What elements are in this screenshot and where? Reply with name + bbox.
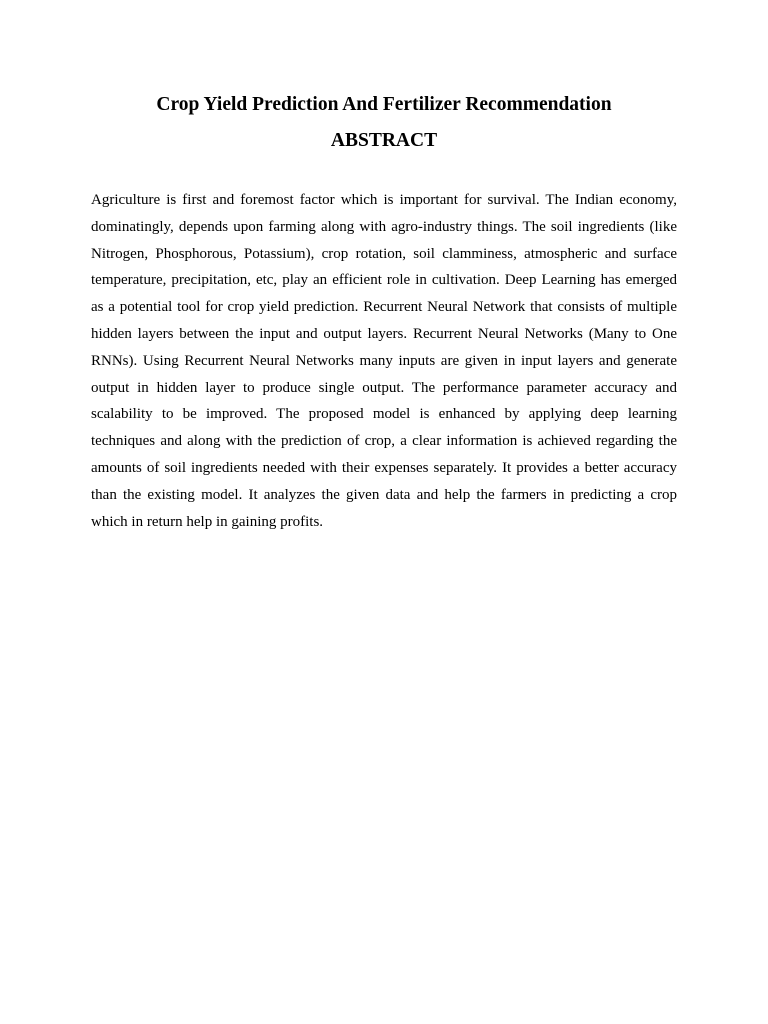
abstract-paragraph: Agriculture is first and foremost factor which is important for survival. The Indian economy, dominatingly, depends upon farming along with agro-industry things. The soil ingredients (like Nitrogen, Phosphorous, Potassium), crop rotation, soil clamminess, atmospheric and surface temperature, precipitation, etc, play an efficient role in cultivation. Deep Learning has emerged as a potential tool for crop yield prediction. Recurrent Neural Network that consists of multiple hidden layers between the input and output layers. Recurrent Neural Networks (Many to One RNNs). Using Recurrent Neural Networks many inputs are given in input layers and generate output in hidden layer to produce single output. The performance parameter accuracy and scalability to be improved. The proposed model is enhanced by applying deep learning techniques and along with the prediction of crop, a clear information is achieved regarding the amounts of soil ingredients needed with their expenses separately. It provides a better accuracy than the existing model. It analyzes the given data and help the farmers in predicting a crop which in return help in gaining profits. <box>91 192 677 530</box>
document-title: Crop Yield Prediction And Fertilizer Recommendation <box>156 94 612 115</box>
abstract-heading: ABSTRACT <box>330 130 438 151</box>
